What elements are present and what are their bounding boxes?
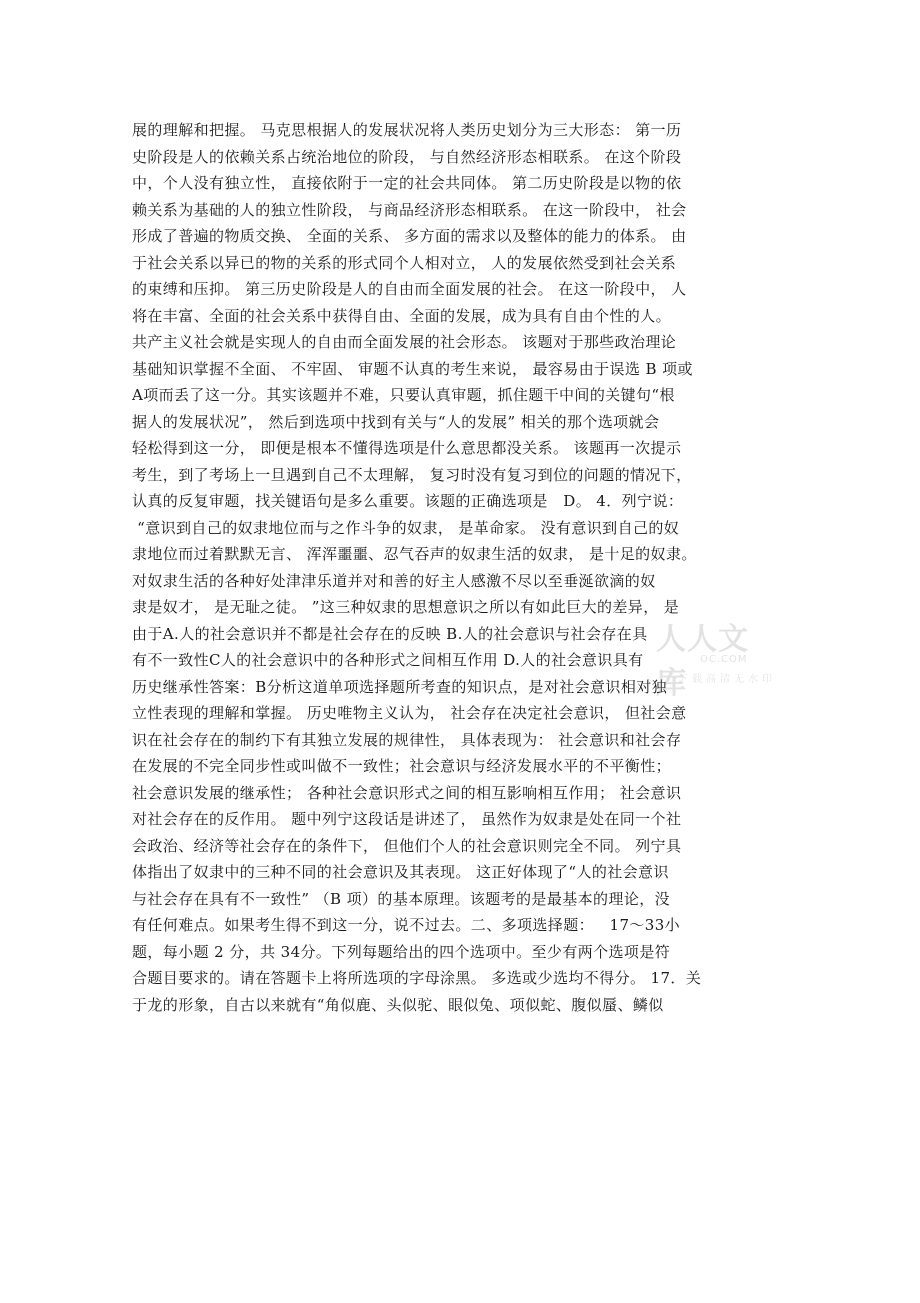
text-line: 的束缚和压抑。 第三历史阶段是人的自由而全面发展的社会。 在这一阶段中， 人 <box>132 280 687 298</box>
document-body <box>132 117 792 1018</box>
text-line: 隶地位而过着默默无言、 浑浑噩噩、忍气吞声的奴隶生活的奴隶， 是十足的奴隶。 <box>132 545 697 563</box>
text-line: 展的理解和把握。 马克思根据人的发展状况将人类历史划分为三大形态： 第一历 <box>132 121 682 139</box>
text-line: “意识到自己的奴隶地位而与之作斗争的奴隶， 是革命家。 没有意识到自己的奴 <box>132 518 680 537</box>
text-line: 赖关系为基础的人的独立性阶段， 与商品经济形态相联系。 在这一阶段中， 社会 <box>132 200 687 219</box>
text-line: 轻松得到这一分， 即便是根本不懂得选项是什么意思都没关系。 该题再一次提示 <box>132 439 682 457</box>
text-line: 考生，到了考场上一旦遇到自己不太理解， 复习时没有复习到位的问题的情况下， <box>132 465 692 484</box>
text-line: 对奴隶生活的各种好处津津乐道并对和善的好主人感激不尽以至垂涎欲滴的奴 <box>132 571 656 590</box>
text-line: 对社会存在的反作用。 题中列宁这段话是讲述了， 虽然作为奴隶是处在同一个社 <box>132 810 682 828</box>
text-line: 会政治、经济等社会存在的条件下， 但他们个人的社会意识则完全不同。 列宁具 <box>132 836 682 855</box>
text-line: 社会意识发展的继承性； 各种社会意识形式之间的相互影响相互作用； 社会意识 <box>132 783 682 802</box>
text-line: 体指出了奴隶中的三种不同的社会意识及其表现。 这正好体现了“人的社会意识 <box>132 863 669 881</box>
text-line: 合题目要求的。请在答题卡上将所选项的字母涂黑。 多选或少选均不得分。 17．关 <box>132 969 702 987</box>
text-line: 史阶段是人的依赖关系占统治地位的阶段， 与自然经济形态相联系。 在这个阶段 <box>132 147 682 166</box>
text-line: 有不一致性C人的社会意识中的各种形式之间相互作用 D.人的社会意识具有 <box>132 651 644 669</box>
text-line: 据人的发展状况”， 然后到选项中找到有关与“人的发展” 相关的那个选项就会 <box>132 412 660 431</box>
text-line: 由于A.人的社会意识并不都是社会存在的反映 B.人的社会意识与社会存在具 <box>132 624 648 643</box>
text-line: A项而丢了这一分。其实该题并不难，只要认真审题，抓住题干中间的关键句“根 <box>132 386 675 404</box>
text-line: 共产主义社会就是实现人的自由而全面发展的社会形态。 该题对于那些政治理论 <box>132 333 677 351</box>
text-line: 基础知识掌握不全面、 不牢固、 审题不认真的考生来说， 最容易由于误选 B 项或 <box>132 359 693 378</box>
text-line: 将在丰富、全面的社会关系中获得自由、全面的发展，成为具有自由个性的人。 <box>132 306 672 325</box>
watermark-logo-text: 人人文库 <box>656 622 749 701</box>
text-line: 题，每小题 2 分，共 34分。下列每题给出的四个选项中。至少有两个选项是符 <box>132 942 671 961</box>
watermark-subtitle: 下载高清无水印 <box>678 674 776 685</box>
text-line: 有任何难点。如果考生得不到这一分，说不过去。二、多项选择题： 17～33小 <box>132 916 681 934</box>
text-line: 隶是奴才， 是无耻之徒。 ”这三种奴隶的思想意识之所以有如此巨大的差异， 是 <box>132 598 680 616</box>
watermark-domain: OC.COM <box>700 654 748 665</box>
text-line: 形成了普遍的物质交换、 全面的关系、 多方面的需求以及整体的能力的体系。 由 <box>132 227 687 245</box>
text-line: 立性表现的理解和掌握。 历史唯物主义认为， 社会存在决定社会意识， 但社会意 <box>132 704 687 722</box>
text-line: 认真的反复审题，找关键语句是多么重要。该题的正确选项是 D。 4．列宁说： <box>132 492 684 510</box>
text-line: 在发展的不完全同步性或叫做不一致性；社会意识与经济发展水平的不平衡性； <box>132 757 672 775</box>
text-line: 于龙的形象，自古以来就有“角似鹿、头似驼、眼似兔、项似蛇、腹似蜃、鳞似 <box>132 995 664 1014</box>
text-line: 与社会存在具有不一致性” （B 项）的基本原理。该题考的是最基本的理论，没 <box>132 889 671 908</box>
text-line: 识在社会存在的制约下有其独立发展的规律性， 具体表现为： 社会意识和社会存 <box>132 730 682 749</box>
text-line: 于社会关系以异已的物的关系的形式同个人相对立， 人的发展依然受到社会关系 <box>132 253 677 272</box>
text-line: 中，个人没有独立性， 直接依附于一定的社会共同体。 第二历史阶段是以物的依 <box>132 174 682 192</box>
text-line: 历史继承性答案：B分析这道单项选择题所考查的知识点，是对社会意识相对独 <box>132 677 668 696</box>
